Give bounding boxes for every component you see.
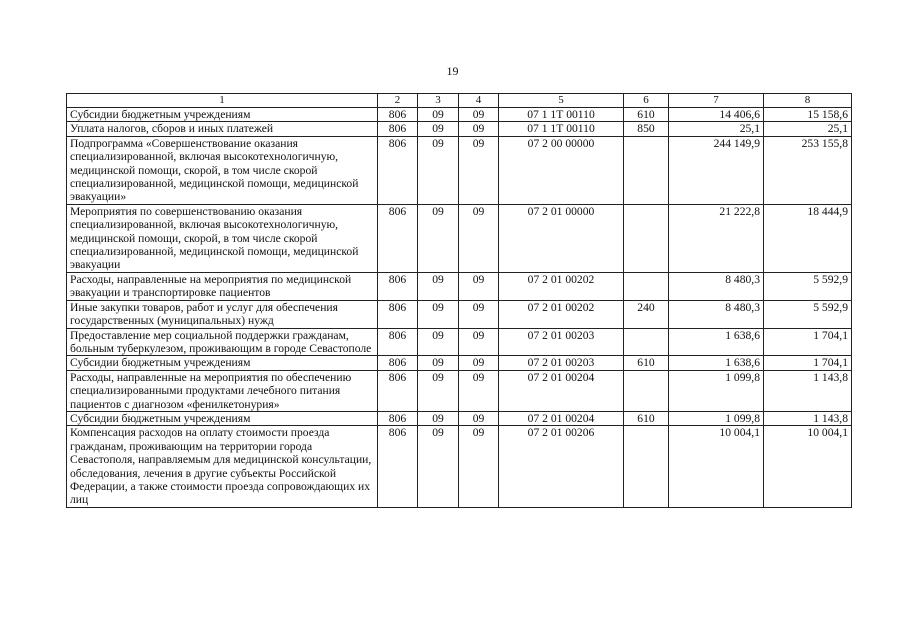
subsection-code: 09 bbox=[459, 328, 499, 356]
amount-year-2: 1 704,1 bbox=[764, 356, 852, 370]
section-code: 09 bbox=[418, 328, 459, 356]
amount-year-1: 21 222,8 bbox=[669, 204, 764, 272]
section-code: 09 bbox=[418, 426, 459, 507]
column-header: 1 bbox=[67, 94, 378, 108]
subsection-code: 09 bbox=[459, 272, 499, 300]
column-header: 7 bbox=[669, 94, 764, 108]
table-row bbox=[67, 300, 852, 328]
row-name: Иные закупки товаров, работ и услуг для обеспечения государственных (муниципальных) нужд bbox=[67, 300, 378, 328]
row-name: Расходы, направленные на мероприятия по обеспечению специализированными продуктами лечебного питания пациентов с диагнозом «фенилкетонурия» bbox=[67, 370, 378, 411]
column-header: 4 bbox=[459, 94, 499, 108]
amount-year-2: 10 004,1 bbox=[764, 426, 852, 507]
ministry-code: 806 bbox=[378, 426, 418, 507]
section-code: 09 bbox=[418, 108, 459, 122]
row-name: Предоставление мер социальной поддержки гражданам, больным туберкулезом, проживающим в городе Севастополе bbox=[67, 328, 378, 356]
expense-type bbox=[624, 370, 669, 411]
expense-type: 240 bbox=[624, 300, 669, 328]
amount-year-1: 10 004,1 bbox=[669, 426, 764, 507]
row-name: Субсидии бюджетным учреждениям bbox=[67, 411, 378, 425]
amount-year-1: 25,1 bbox=[669, 122, 764, 136]
target-article: 07 1 1Т 00110 bbox=[499, 108, 624, 122]
section-code: 09 bbox=[418, 370, 459, 411]
target-article: 07 2 01 00203 bbox=[499, 356, 624, 370]
amount-year-2: 253 155,8 bbox=[764, 136, 852, 204]
expense-type bbox=[624, 272, 669, 300]
target-article: 07 1 1Т 00110 bbox=[499, 122, 624, 136]
expense-type: 850 bbox=[624, 122, 669, 136]
amount-year-1: 14 406,6 bbox=[669, 108, 764, 122]
target-article: 07 2 01 00000 bbox=[499, 204, 624, 272]
ministry-code: 806 bbox=[378, 328, 418, 356]
target-article: 07 2 01 00203 bbox=[499, 328, 624, 356]
subsection-code: 09 bbox=[459, 122, 499, 136]
subsection-code: 09 bbox=[459, 426, 499, 507]
column-header: 2 bbox=[378, 94, 418, 108]
table-header-row bbox=[67, 94, 852, 108]
expense-type bbox=[624, 204, 669, 272]
section-code: 09 bbox=[418, 411, 459, 425]
budget-table bbox=[66, 93, 852, 508]
section-code: 09 bbox=[418, 136, 459, 204]
amount-year-1: 8 480,3 bbox=[669, 272, 764, 300]
amount-year-2: 5 592,9 bbox=[764, 272, 852, 300]
expense-type bbox=[624, 426, 669, 507]
column-header: 8 bbox=[764, 94, 852, 108]
amount-year-2: 15 158,6 bbox=[764, 108, 852, 122]
subsection-code: 09 bbox=[459, 108, 499, 122]
subsection-code: 09 bbox=[459, 356, 499, 370]
expense-type: 610 bbox=[624, 356, 669, 370]
table-row bbox=[67, 356, 852, 370]
subsection-code: 09 bbox=[459, 370, 499, 411]
expense-type: 610 bbox=[624, 108, 669, 122]
ministry-code: 806 bbox=[378, 411, 418, 425]
table-row bbox=[67, 108, 852, 122]
table-row bbox=[67, 272, 852, 300]
ministry-code: 806 bbox=[378, 122, 418, 136]
row-name: Подпрограмма «Совершенствование оказания специализированной, включая высокотехнологичную, медицинской помощи, скорой, в том числе скорой специализированной, медицинской помощи, медицинской эвакуации» bbox=[67, 136, 378, 204]
column-header: 6 bbox=[624, 94, 669, 108]
ministry-code: 806 bbox=[378, 136, 418, 204]
subsection-code: 09 bbox=[459, 300, 499, 328]
row-name: Субсидии бюджетным учреждениям bbox=[67, 356, 378, 370]
target-article: 07 2 01 00202 bbox=[499, 300, 624, 328]
amount-year-1: 1 638,6 bbox=[669, 356, 764, 370]
target-article: 07 2 00 00000 bbox=[499, 136, 624, 204]
expense-type bbox=[624, 328, 669, 356]
row-name: Уплата налогов, сборов и иных платежей bbox=[67, 122, 378, 136]
table-row bbox=[67, 122, 852, 136]
amount-year-1: 1 638,6 bbox=[669, 328, 764, 356]
ministry-code: 806 bbox=[378, 300, 418, 328]
target-article: 07 2 01 00204 bbox=[499, 411, 624, 425]
section-code: 09 bbox=[418, 300, 459, 328]
ministry-code: 806 bbox=[378, 204, 418, 272]
section-code: 09 bbox=[418, 272, 459, 300]
column-header: 5 bbox=[499, 94, 624, 108]
table-row bbox=[67, 426, 852, 507]
table-row bbox=[67, 370, 852, 411]
amount-year-2: 1 143,8 bbox=[764, 370, 852, 411]
row-name: Мероприятия по совершенствованию оказания специализированной, включая высокотехнологичную, медицинской помощи, скорой, в том числе скорой специализированной, медицинской помощи, медицинской эвакуации bbox=[67, 204, 378, 272]
ministry-code: 806 bbox=[378, 356, 418, 370]
table-row bbox=[67, 136, 852, 204]
row-name: Расходы, направленные на мероприятия по медицинской эвакуации и транспортировке пациентов bbox=[67, 272, 378, 300]
amount-year-1: 1 099,8 bbox=[669, 411, 764, 425]
ministry-code: 806 bbox=[378, 370, 418, 411]
amount-year-2: 18 444,9 bbox=[764, 204, 852, 272]
amount-year-2: 1 704,1 bbox=[764, 328, 852, 356]
column-header: 3 bbox=[418, 94, 459, 108]
subsection-code: 09 bbox=[459, 204, 499, 272]
target-article: 07 2 01 00206 bbox=[499, 426, 624, 507]
amount-year-2: 5 592,9 bbox=[764, 300, 852, 328]
amount-year-1: 1 099,8 bbox=[669, 370, 764, 411]
table-row bbox=[67, 204, 852, 272]
target-article: 07 2 01 00202 bbox=[499, 272, 624, 300]
expense-type bbox=[624, 136, 669, 204]
amount-year-2: 1 143,8 bbox=[764, 411, 852, 425]
table-row bbox=[67, 328, 852, 356]
expense-type: 610 bbox=[624, 411, 669, 425]
section-code: 09 bbox=[418, 356, 459, 370]
ministry-code: 806 bbox=[378, 108, 418, 122]
subsection-code: 09 bbox=[459, 411, 499, 425]
subsection-code: 09 bbox=[459, 136, 499, 204]
row-name: Субсидии бюджетным учреждениям bbox=[67, 108, 378, 122]
row-name: Компенсация расходов на оплату стоимости проезда гражданам, проживающим на территории города Севастополя, направляемым для медицинской консультации, обследования, лечения в другие субъекты Российской Федерации, а также стоимости проезда сопровождающих их лиц bbox=[67, 426, 378, 507]
amount-year-2: 25,1 bbox=[764, 122, 852, 136]
ministry-code: 806 bbox=[378, 272, 418, 300]
amount-year-1: 244 149,9 bbox=[669, 136, 764, 204]
amount-year-1: 8 480,3 bbox=[669, 300, 764, 328]
table-row bbox=[67, 411, 852, 425]
section-code: 09 bbox=[418, 204, 459, 272]
section-code: 09 bbox=[418, 122, 459, 136]
page-number: 19 bbox=[446, 64, 459, 78]
target-article: 07 2 01 00204 bbox=[499, 370, 624, 411]
